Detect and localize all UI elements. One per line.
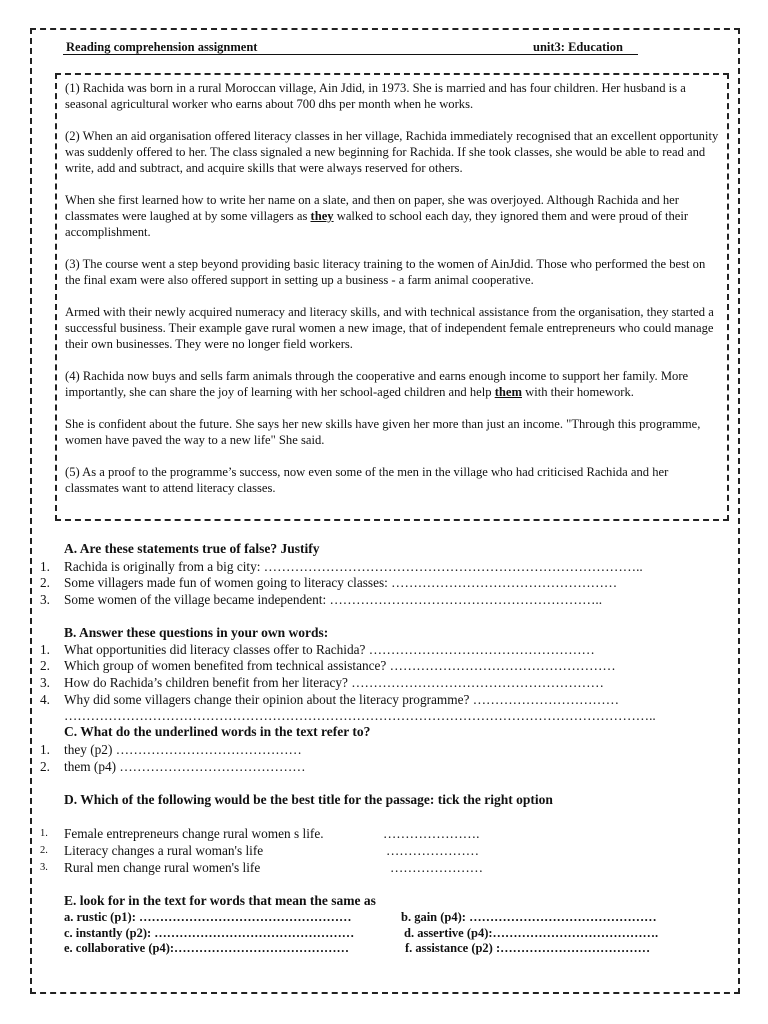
item-text: Rachida is originally from a big city: ………………………………………………………………………….. [64, 559, 643, 574]
assignment-title: Reading comprehension assignment [66, 40, 258, 54]
item-number: 1. [40, 559, 50, 574]
item-number: 3. [40, 862, 48, 873]
option-text: Rural men change rural women's life [64, 860, 261, 875]
item-text: they (p2) …………………………………… [64, 742, 302, 757]
item-number: 2. [40, 658, 50, 673]
passage-text: with their homework. [521, 385, 634, 399]
passage-paragraph [65, 192, 719, 240]
item-text: Which group of women benefited from technical assistance? …………………………………………… [64, 658, 616, 673]
vocab-item: a. rustic (p1): …………………………………………… [64, 910, 352, 924]
item-number: 1. [40, 828, 48, 839]
underlined-word-they: they [310, 209, 334, 223]
passage-paragraph: (2) When an aid organisation offered literacy classes in her village, Rachida immediately recognised that an excellent opportunity was suddenly offered to her. The class signaled a new beginning for Rachida. If she took classes, she would be able to read and write, add and subtract, and acquire skills that were always reserved for others. [65, 129, 719, 175]
vocab-item: f. assistance (p2) :……………………………… [405, 941, 651, 955]
item-number: 3. [40, 592, 50, 607]
item-text: What opportunities did literacy classes offer to Rachida? …………………………………………… [64, 642, 595, 657]
item-number: 2. [40, 759, 50, 774]
item-text: Why did some villagers change their opinion about the literacy programme? …………………………… [64, 692, 620, 707]
item-number: 2. [40, 575, 50, 590]
option-text: Literacy changes a rural woman's life [64, 843, 264, 858]
underlined-word-them: them [494, 385, 522, 399]
item-text: Some women of the village became independent: …………………………………………………….. [64, 592, 603, 607]
passage-paragraph: She is confident about the future. She says her new skills have given her more than just an income. "Through this programme, women have paved the way to a new life" She said. [65, 417, 701, 447]
passage-paragraph: (1) Rachida was born in a rural Moroccan village, Ain Jdid, in 1973. She is married and has four children. Her husband is a seasonal agricultural worker who earns about 700 dhs per month when he works. [65, 81, 686, 111]
tick-space: ………………… [386, 843, 480, 858]
vocab-item: b. gain (p4): ……………………………………… [401, 910, 657, 924]
item-number: 2. [40, 845, 48, 856]
item-text: them (p4) …………………………………… [64, 759, 306, 774]
item-number: 4. [40, 692, 50, 707]
section-d-heading: D. Which of the following would be the best title for the passage: tick the right option [64, 792, 553, 807]
passage-text: (4) Rachida now buys and sells farm animals through the cooperative and earns enough income to support her family. More importantly, she can share the joy of learning with her school-aged children and help [65, 369, 689, 399]
passage-paragraph: (3) The course went a step beyond providing basic literacy training to the women of AinJdid. Those who performed the best on the final exam were also offered support in setting up a business - a farm animal cooperative. [65, 257, 706, 287]
passage-paragraph [65, 368, 719, 400]
passage-text: When she first learned how to write her name on a slate, and then on paper, she was overjoyed. Although Rachida and her classmates were laughed at by some villagers as [65, 193, 679, 223]
option-text: Female entrepreneurs change rural women s life. [64, 826, 324, 841]
item-text: Some villagers made fun of women going to literacy classes: …………………………………………… [64, 575, 618, 590]
reading-passage [55, 73, 729, 521]
section-a-heading: A. Are these statements true of false? Justify [64, 541, 320, 556]
item-number: 1. [40, 642, 50, 657]
passage-paragraph: (5) As a proof to the programme’s success, now even some of the men in the village who had criticised Rachida and her classmates want to attend literacy classes. [65, 465, 669, 495]
section-c-heading: C. What do the underlined words in the text refer to? [64, 724, 371, 739]
tick-space: ………………… [390, 860, 484, 875]
answer-dots: …………………………………………………………………………………………………………………….. [64, 708, 656, 723]
passage-text: walked to school each day, they ignored them and were proud of their accomplishment. [65, 209, 689, 239]
item-number: 1. [40, 742, 50, 757]
vocab-item: c. instantly (p2): ………………………………………… [64, 926, 355, 940]
unit-label: unit3: Education [533, 40, 623, 54]
section-b-heading: B. Answer these questions in your own words: [64, 625, 329, 640]
tick-space: …………………. [383, 826, 480, 841]
passage-paragraph: Armed with their newly acquired numeracy and literacy skills, and with technical assistance from the organisation, they started a successful business. Their example gave rural women a new image, that of independent female entrepreneurs who could manage their own businesses. They were no longer field workers. [65, 305, 714, 351]
header-underline [63, 54, 638, 55]
item-text: How do Rachida’s children benefit from her literacy? ………………………………………………… [64, 675, 604, 690]
vocab-item: e. collaborative (p4):…………………………………… [64, 941, 350, 955]
vocab-item: d. assertive (p4):…………………………………. [404, 926, 659, 940]
item-number: 3. [40, 675, 50, 690]
section-e-heading: E. look for in the text for words that mean the same as [64, 893, 376, 908]
